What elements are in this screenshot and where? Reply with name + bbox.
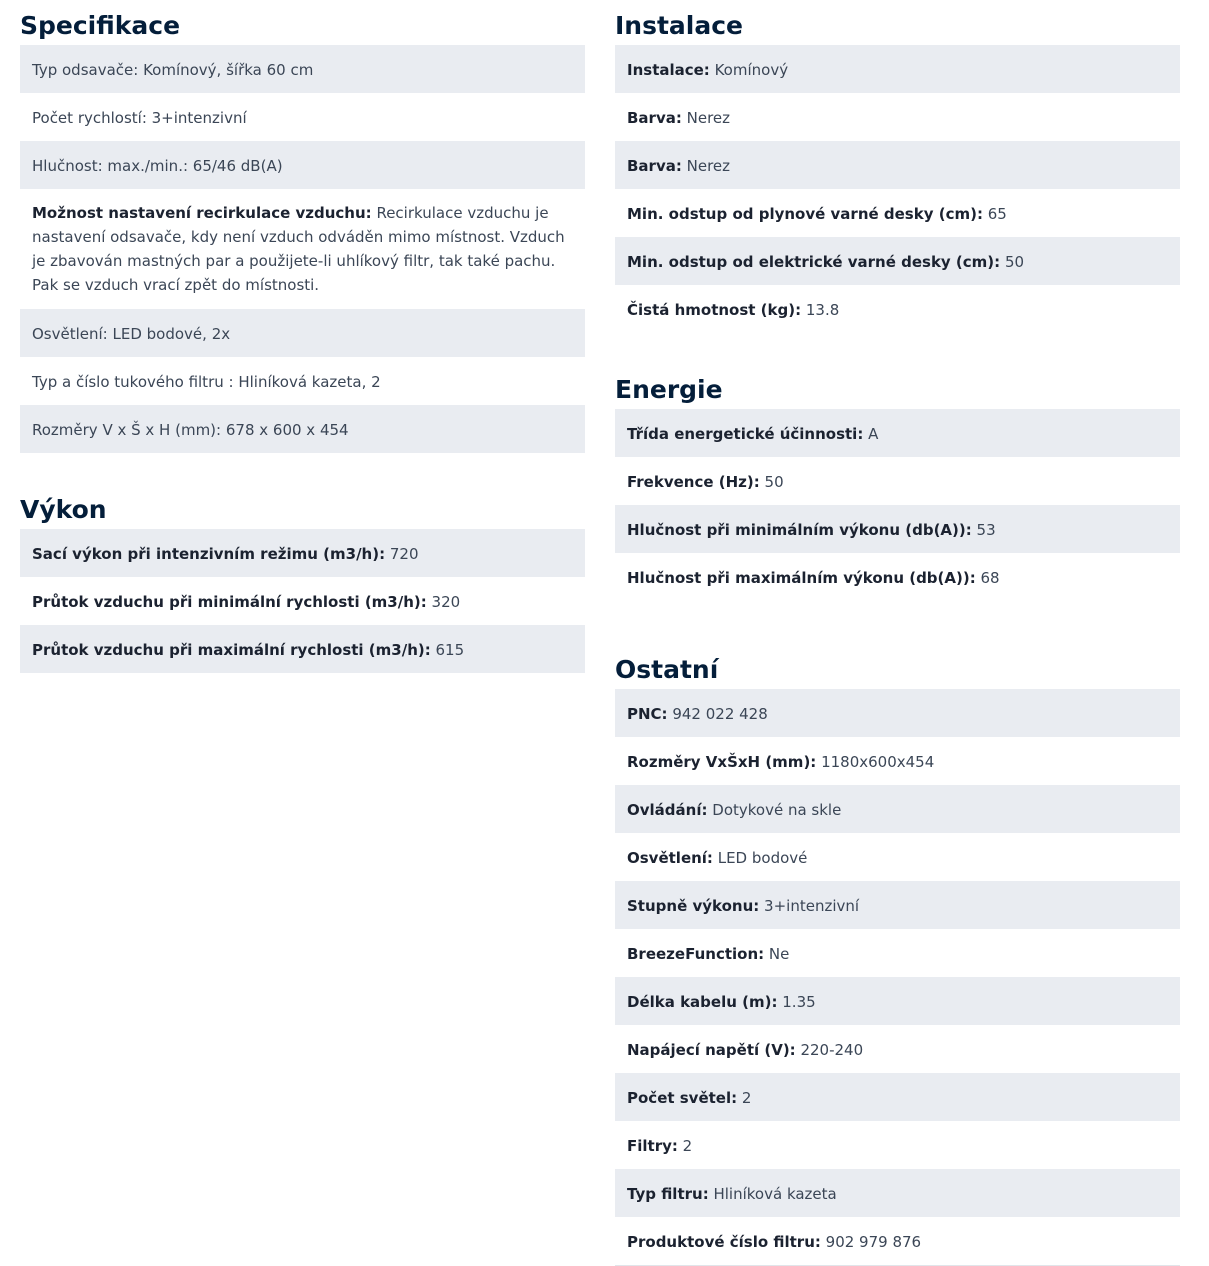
spec-row — [615, 1025, 1180, 1073]
spec-value: 320 — [431, 593, 461, 611]
spec-value: 13.8 — [805, 301, 840, 319]
spec-row — [615, 457, 1180, 505]
spec-row — [615, 1217, 1180, 1265]
spec-list — [615, 45, 1180, 333]
spec-list — [20, 529, 585, 673]
spec-value: Nerez — [686, 109, 731, 127]
spec-row — [615, 1121, 1180, 1169]
spec-value: Typ odsavače: Komínový, šířka 60 cm — [32, 61, 314, 79]
section-energie — [615, 364, 1180, 601]
spec-row — [615, 285, 1180, 333]
spec-row — [20, 141, 585, 189]
spec-label: Barva: — [627, 109, 682, 127]
spec-value: Recirkulace vzduchu je nastavení odsavače, kdy není vzduch odváděn mimo místnost. Vzduch je zbavován mastných par a použijete-li uhlíkový filtr, tak také pachu. Pak se vzduch vrací zpět do místnosti. — [32, 204, 565, 294]
spec-row — [615, 141, 1180, 189]
spec-value: 2 — [682, 1137, 693, 1155]
spec-value: 902 979 876 — [825, 1233, 922, 1251]
spec-value: 220-240 — [800, 1041, 864, 1059]
spec-label: Hlučnost při maximálním výkonu (db(A)): — [627, 569, 976, 587]
spec-label: Instalace: — [627, 61, 710, 79]
spec-label: Barva: — [627, 157, 682, 175]
spec-row — [615, 1073, 1180, 1121]
section-title-vykon: Výkon — [20, 495, 107, 524]
section-title-ostatni: Ostatní — [615, 655, 719, 684]
spec-value: LED bodové — [717, 849, 808, 867]
spec-row — [20, 189, 585, 309]
spec-value: 1180x600x454 — [821, 753, 935, 771]
spec-value: 615 — [435, 641, 465, 659]
spec-row — [615, 409, 1180, 457]
spec-label: PNC: — [627, 705, 668, 723]
spec-value: Nerez — [686, 157, 731, 175]
spec-label: Filtry: — [627, 1137, 678, 1155]
spec-value: Počet rychlostí: 3+intenzivní — [32, 109, 247, 127]
spec-label: Ovládání: — [627, 801, 708, 819]
spec-label: Min. odstup od elektrické varné desky (cm): — [627, 253, 1001, 271]
spec-row — [20, 529, 585, 577]
spec-label: Min. odstup od plynové varné desky (cm): — [627, 205, 983, 223]
spec-value: 50 — [764, 473, 784, 491]
spec-label: Typ filtru: — [627, 1185, 709, 1203]
spec-value: Dotykové na skle — [712, 801, 842, 819]
spec-label: Frekvence (Hz): — [627, 473, 760, 491]
spec-value: Osvětlení: LED bodové, 2x — [32, 325, 231, 343]
section-title-instalace: Instalace — [615, 11, 744, 40]
spec-label: Osvětlení: — [627, 849, 713, 867]
section-instalace — [615, 0, 1180, 333]
spec-value: Komínový — [714, 61, 789, 79]
spec-label: Průtok vzduchu při minimální rychlosti (m3/h): — [32, 593, 427, 611]
spec-value: 53 — [976, 521, 996, 539]
spec-row — [20, 357, 585, 405]
spec-row — [615, 785, 1180, 833]
spec-row — [615, 1169, 1180, 1217]
spec-row — [20, 93, 585, 141]
spec-label: Rozměry VxŠxH (mm): — [627, 753, 817, 771]
spec-label: Hlučnost při minimálním výkonu (db(A)): — [627, 521, 972, 539]
spec-row — [615, 737, 1180, 785]
spec-label: Třída energetické účinnosti: — [627, 425, 864, 443]
spec-label: Délka kabelu (m): — [627, 993, 778, 1011]
spec-label: Sací výkon při intenzivním režimu (m3/h): — [32, 545, 386, 563]
spec-row — [615, 929, 1180, 977]
right-column — [615, 0, 1180, 1266]
spec-list — [615, 689, 1180, 1265]
spec-row — [615, 189, 1180, 237]
spec-row — [615, 237, 1180, 285]
spec-row — [20, 577, 585, 625]
spec-label: Možnost nastavení recirkulace vzduchu: — [32, 204, 372, 222]
spec-label: Napájecí napětí (V): — [627, 1041, 796, 1059]
spec-value: Hliníková kazeta — [713, 1185, 837, 1203]
spec-row — [615, 881, 1180, 929]
spec-value: 720 — [389, 545, 419, 563]
spec-row — [615, 977, 1180, 1025]
spec-value: Rozměry V x Š x H (mm): 678 x 600 x 454 — [32, 421, 349, 439]
spec-list — [615, 409, 1180, 601]
spec-label: Produktové číslo filtru: — [627, 1233, 821, 1251]
spec-row — [20, 309, 585, 357]
spec-value: 68 — [980, 569, 1000, 587]
spec-row — [20, 625, 585, 673]
section-title-specifikace: Specifikace — [20, 11, 181, 40]
spec-value: 1.35 — [782, 993, 816, 1011]
spec-value: Ne — [768, 945, 790, 963]
spec-value: 942 022 428 — [672, 705, 768, 723]
spec-row — [20, 405, 585, 453]
spec-value: A — [868, 425, 879, 443]
spec-row — [615, 833, 1180, 881]
spec-value: Hlučnost: max./min.: 65/46 dB(A) — [32, 157, 283, 175]
section-specifikace — [20, 0, 585, 453]
spec-value: 3+intenzivní — [764, 897, 860, 915]
spec-value: 50 — [1004, 253, 1025, 271]
spec-value: 2 — [741, 1089, 752, 1107]
spec-row — [615, 553, 1180, 601]
section-title-energie: Energie — [615, 375, 723, 404]
spec-row — [615, 505, 1180, 553]
spec-label: BreezeFunction: — [627, 945, 765, 963]
spec-label: Stupně výkonu: — [627, 897, 760, 915]
section-ostatni — [615, 644, 1180, 1266]
spec-row — [615, 689, 1180, 737]
spec-label: Průtok vzduchu při maximální rychlosti (m3/h): — [32, 641, 431, 659]
spec-value: 65 — [987, 205, 1007, 223]
spec-row — [20, 45, 585, 93]
section-vykon — [20, 484, 585, 673]
spec-row — [615, 93, 1180, 141]
left-column — [20, 0, 585, 673]
spec-label: Počet světel: — [627, 1089, 738, 1107]
spec-list — [20, 45, 585, 453]
spec-value: Typ a číslo tukového filtru : Hliníková kazeta, 2 — [32, 373, 381, 391]
spec-row — [615, 45, 1180, 93]
spec-label: Čistá hmotnost (kg): — [627, 301, 802, 319]
